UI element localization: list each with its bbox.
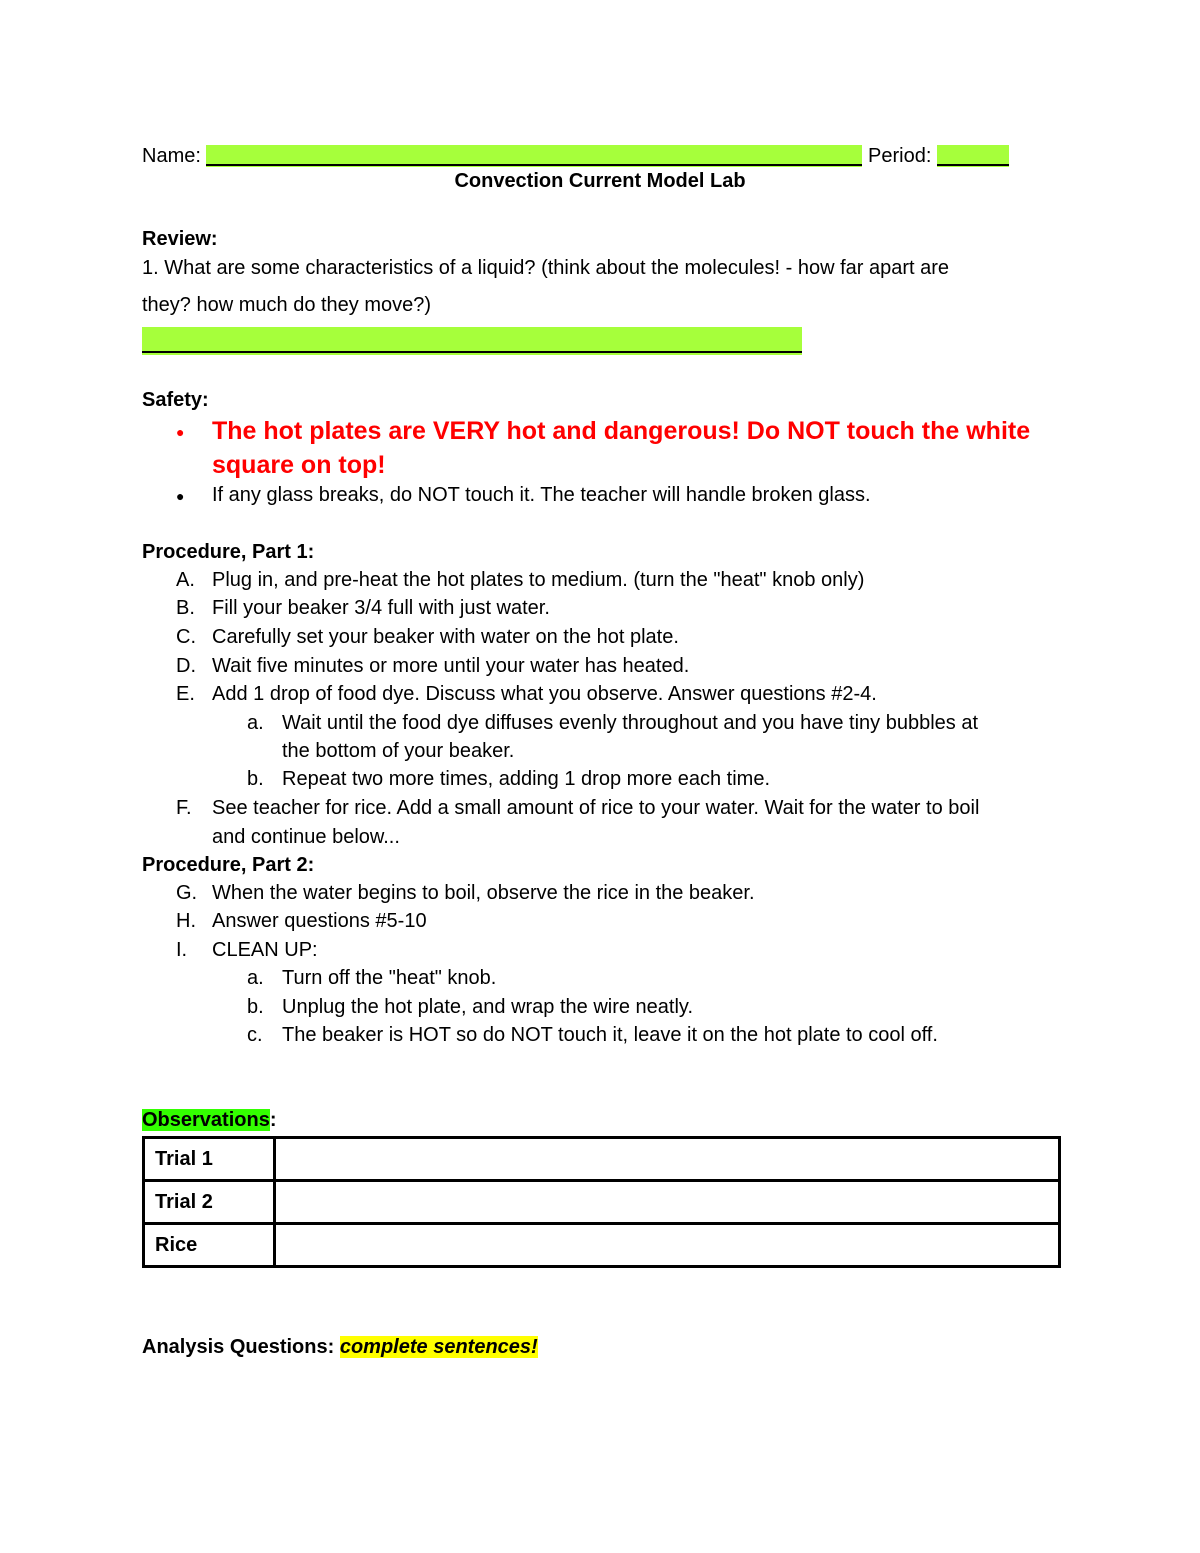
step-text: Fill your beaker 3/4 full with just water. [212,597,550,619]
name-blank[interactable] [206,145,862,167]
row-label: Trial 1 [144,1138,275,1181]
substep-text: Turn off the "heat" knob. [282,967,497,989]
observation-cell[interactable] [275,1138,1060,1181]
substep-text: Unplug the hot plate, and wrap the wire neatly. [282,996,693,1018]
observation-cell[interactable] [275,1181,1060,1224]
step-text: Wait five minutes or more until your water has heated. [212,655,690,677]
safety-note: If any glass breaks, do NOT touch it. The teacher will handle broken glass. [212,484,871,506]
observation-cell[interactable] [275,1224,1060,1267]
bullet-icon: ● [176,488,185,504]
step-marker: A. [176,569,195,591]
safety-warning: The hot plates are VERY hot and dangerous! Do NOT touch the white square on top! [212,417,1031,479]
step-text: Plug in, and pre-heat the hot plates to medium. (turn the "heat" knob only) [212,569,865,591]
bullet-icon: ● [176,424,185,440]
step-text: CLEAN UP: [212,939,318,961]
step-text: When the water begins to boil, observe the rice in the beaker. [212,882,755,904]
review-question-1-line-2: they? how much do they move?) [142,294,432,316]
analysis-heading: Analysis Questions: [142,1336,335,1358]
analysis-line [142,1336,538,1359]
procedure-2-heading: Procedure, Part 2: [142,854,315,876]
row-label: Trial 2 [144,1181,275,1224]
table-row [144,1138,1060,1181]
step-text: See teacher for rice. Add a small amount of rice to your water. Wait for the water to boil [212,797,980,819]
step-text: Add 1 drop of food dye. Discuss what you observe. Answer questions #2-4. [212,683,877,705]
step-marker: C. [176,626,196,648]
step-marker: G. [176,882,198,904]
substep-marker: a. [247,712,264,734]
step-text-continued: and continue below... [212,826,400,848]
observations-table [142,1136,1061,1268]
row-label: Rice [144,1224,275,1267]
substep-text: The beaker is HOT so do NOT touch it, leave it on the hot plate to cool off. [282,1024,938,1046]
step-marker: D. [176,655,196,677]
observations-heading [142,1109,277,1132]
substep-marker: c. [247,1024,263,1046]
step-marker: B. [176,597,195,619]
observations-colon: : [269,1109,277,1131]
substep-text-continued: the bottom of your beaker. [282,740,515,762]
table-row [144,1181,1060,1224]
period-blank[interactable] [937,145,1009,167]
review-answer-blank[interactable] [142,327,802,355]
step-marker: I. [176,939,188,961]
analysis-note: complete sentences! [339,1336,538,1358]
review-question-1-line-1: 1. What are some characteristics of a liquid? (think about the molecules! - how far apart are [142,257,950,279]
name-period-line [142,142,1009,168]
observations-heading-text: Observations [142,1109,270,1131]
page-title: Convection Current Model Lab [454,170,746,192]
step-marker: E. [176,683,195,705]
substep-marker: b. [247,996,264,1018]
substep-marker: b. [247,768,264,790]
step-marker: H. [176,910,196,932]
substep-marker: a. [247,967,264,989]
step-marker: F. [176,797,192,819]
step-text: Carefully set your beaker with water on the hot plate. [212,626,679,648]
substep-text: Repeat two more times, adding 1 drop more each time. [282,768,771,790]
step-text: Answer questions #5-10 [212,910,427,932]
table-row [144,1224,1060,1267]
procedure-1-heading: Procedure, Part 1: [142,541,315,563]
period-label: Period: [868,145,932,167]
substep-text: Wait until the food dye diffuses evenly throughout and you have tiny bubbles at [282,712,979,734]
safety-heading: Safety: [142,389,209,411]
name-label: Name: [142,145,201,167]
review-heading: Review: [142,228,218,250]
